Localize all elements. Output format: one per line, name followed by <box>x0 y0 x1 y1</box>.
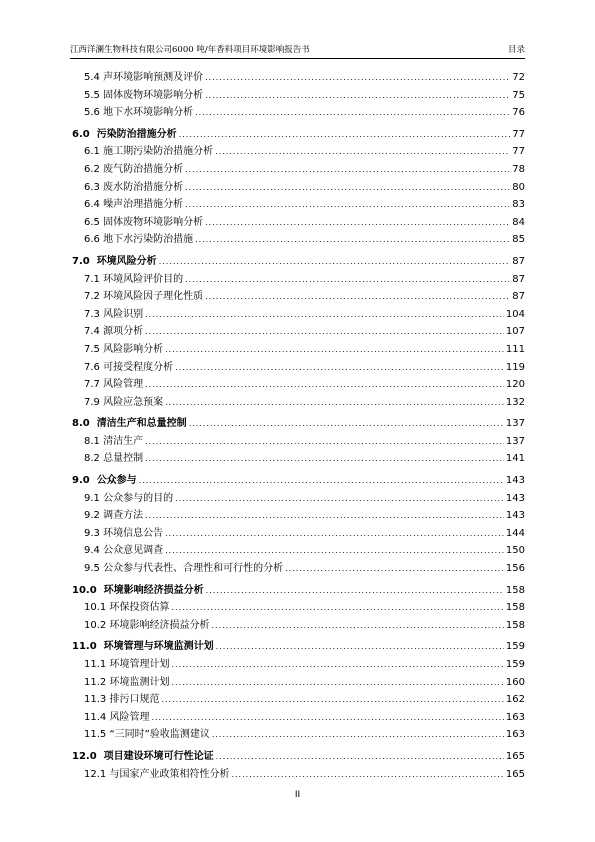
toc-entry-title: 可接受程度分析 <box>103 361 174 373</box>
toc-entry-page: 159 <box>505 641 525 653</box>
toc-entry-title: 公众参与的目的 <box>103 492 174 504</box>
toc-entry-page: 137 <box>505 435 525 447</box>
toc-chapter-entry[interactable] <box>72 471 525 489</box>
toc-entry-page: 156 <box>505 563 525 575</box>
toc-entry-page: 84 <box>512 216 525 228</box>
toc-section-entry[interactable] <box>72 432 525 450</box>
toc-leader-dots <box>171 603 503 612</box>
toc-section-entry[interactable] <box>72 524 525 542</box>
toc-entry-title: 环境风险因子理化性质 <box>103 291 204 303</box>
toc-entry-number: 6.2 <box>84 163 100 175</box>
toc-entry-title: 施工期污染防治措施分析 <box>103 146 214 158</box>
toc-chapter-entry[interactable] <box>72 747 525 765</box>
toc-entry-number: 10.1 <box>84 602 107 614</box>
toc-entry-number: 7.1 <box>84 273 100 285</box>
toc-entry-number: 5.6 <box>84 107 100 119</box>
toc-entry-number: 11.4 <box>84 711 107 723</box>
toc-entry-number: 6.4 <box>84 199 100 211</box>
page-number: II <box>294 790 301 800</box>
toc-entry-page: 77 <box>512 128 525 140</box>
toc-leader-dots <box>139 476 504 485</box>
toc-leader-dots <box>179 130 511 139</box>
toc-section-entry[interactable] <box>72 449 525 467</box>
toc-entry-number: 9.1 <box>84 492 100 504</box>
toc-entry-title: 固体废物环境影响分析 <box>103 216 204 228</box>
toc-leader-dots <box>195 108 510 117</box>
toc-entry-title: 与国家产业政策相符性分析 <box>109 768 230 780</box>
toc-entry-title: 环境风险评价目的 <box>103 273 184 285</box>
toc-leader-dots <box>145 511 504 520</box>
toc-section-entry[interactable] <box>72 616 525 634</box>
toc-section-entry[interactable] <box>72 103 525 121</box>
toc-leader-dots <box>205 73 510 82</box>
toc-section-entry[interactable] <box>72 765 525 783</box>
header-divider <box>70 58 525 59</box>
toc-entry-title: 清洁生产和总量控制 <box>96 418 187 430</box>
toc-leader-dots <box>175 363 504 372</box>
toc-section-entry[interactable] <box>72 598 525 616</box>
toc-entry-page: 144 <box>505 527 525 539</box>
toc-entry-number: 7.4 <box>84 326 100 338</box>
toc-entry-page: 87 <box>512 255 525 267</box>
toc-entry-title: 公众参与 <box>96 475 137 487</box>
toc-section-entry[interactable] <box>72 195 525 213</box>
toc-entry-page: 87 <box>512 273 525 285</box>
toc-entry-number: 7.9 <box>84 396 100 408</box>
toc-leader-dots <box>285 564 504 573</box>
toc-entry-title: 风险识别 <box>103 308 144 320</box>
toc-leader-dots <box>195 235 510 244</box>
toc-section-entry[interactable] <box>72 673 525 691</box>
toc-entry-page: 163 <box>505 711 525 723</box>
toc-chapter-entry[interactable] <box>72 581 525 599</box>
toc-section-entry[interactable] <box>72 270 525 288</box>
toc-entry-page: 162 <box>505 694 525 706</box>
toc-entry-title: 地下水污染防治措施 <box>103 234 194 246</box>
toc-section-entry[interactable] <box>72 322 525 340</box>
toc-entry-page: 104 <box>505 308 525 320</box>
toc-leader-dots <box>145 454 504 463</box>
toc-leader-dots <box>185 275 510 284</box>
toc-entry-page: 83 <box>512 199 525 211</box>
toc-entry-title: 地下水环境影响分析 <box>103 107 194 119</box>
toc-leader-dots <box>159 257 511 266</box>
toc-entry-number: 7.5 <box>84 343 100 355</box>
toc-section-entry[interactable] <box>72 213 525 231</box>
toc-entry-number: 7.6 <box>84 361 100 373</box>
toc-entry-title: 总量控制 <box>103 453 144 465</box>
toc-leader-dots <box>165 529 504 538</box>
toc-section-entry[interactable] <box>72 541 525 559</box>
toc-entry-page: 165 <box>505 750 525 762</box>
toc-entry-page: 159 <box>505 659 525 670</box>
toc-section-entry[interactable] <box>72 655 525 673</box>
toc-entry-title: 环保投资估算 <box>109 602 170 614</box>
toc-entry-page: 111 <box>505 343 525 355</box>
toc-entry-page: 165 <box>505 768 525 780</box>
toc-entry-page: 160 <box>505 676 525 688</box>
toc-entry-page: 143 <box>505 475 525 487</box>
toc-entry-number: 8.2 <box>84 453 100 465</box>
toc-entry-page: 120 <box>505 379 525 391</box>
toc-section-entry[interactable] <box>72 393 525 411</box>
toc-entry-title: 环境管理计划 <box>109 659 170 670</box>
toc-section-entry[interactable] <box>72 340 525 358</box>
toc-leader-dots <box>215 147 510 156</box>
toc-section-entry[interactable] <box>72 305 525 323</box>
toc-entry-number: 10.0 <box>72 584 97 596</box>
toc-entry-title: 环境管理与环境监测计划 <box>103 641 214 653</box>
toc-entry-number: 6.6 <box>84 234 100 246</box>
toc-entry-number: 10.2 <box>84 619 107 631</box>
toc-entry-number: 12.0 <box>72 750 97 762</box>
toc-entry-page: 137 <box>505 418 525 430</box>
toc-section-entry[interactable] <box>72 287 525 305</box>
toc-entry-title: 风险管理 <box>109 711 150 723</box>
toc-entry-title: 风险管理 <box>103 379 144 391</box>
toc-entry-number: 8.1 <box>84 435 100 447</box>
toc-section-entry[interactable] <box>72 358 525 376</box>
toc-entry-page: 107 <box>505 326 525 338</box>
toc-entry-title: 废气防治措施分析 <box>103 163 184 175</box>
toc-leader-dots <box>205 218 510 227</box>
toc-entry-page: 75 <box>512 89 525 101</box>
toc-entry-number: 11.2 <box>84 676 107 688</box>
toc-section-entry[interactable] <box>72 506 525 524</box>
toc-section-entry[interactable] <box>72 86 525 104</box>
toc-entry-page: 78 <box>512 163 525 175</box>
toc-entry-number: 6.3 <box>84 181 100 193</box>
toc-entry-page: 80 <box>512 181 525 193</box>
toc-leader-dots <box>145 327 504 336</box>
toc-leader-dots <box>212 730 504 739</box>
toc-section-entry[interactable] <box>72 178 525 196</box>
toc-entry-title: 废水防治措施分析 <box>103 181 184 193</box>
table-of-contents <box>72 68 525 782</box>
toc-entry-number: 11.5 <box>84 729 107 741</box>
toc-leader-dots <box>165 398 504 407</box>
toc-entry-title: 环境影响经济损益分析 <box>109 619 210 631</box>
header-section-label: 目录 <box>507 45 525 55</box>
toc-entry-title: 环境监测计划 <box>109 676 170 688</box>
toc-leader-dots <box>189 419 504 428</box>
toc-entry-number: 7.3 <box>84 308 100 320</box>
toc-entry-number: 8.0 <box>72 418 90 430</box>
toc-leader-dots <box>145 380 504 389</box>
toc-entry-page: 141 <box>505 453 525 465</box>
toc-leader-dots <box>145 437 504 446</box>
toc-leader-dots <box>171 678 503 687</box>
toc-section-entry[interactable] <box>72 690 525 708</box>
toc-entry-title: 污染防治措施分析 <box>96 128 177 140</box>
toc-section-entry[interactable] <box>72 230 525 248</box>
toc-entry-page: 163 <box>505 729 525 741</box>
toc-entry-page: 158 <box>505 602 525 614</box>
toc-entry-number: 12.1 <box>84 768 107 780</box>
toc-entry-number: 7.7 <box>84 379 100 391</box>
toc-section-entry[interactable] <box>72 725 525 743</box>
toc-section-entry[interactable] <box>72 142 525 160</box>
toc-leader-dots <box>161 695 503 704</box>
toc-entry-number: 9.4 <box>84 545 100 557</box>
toc-entry-page: 150 <box>505 545 525 557</box>
toc-entry-number: 6.0 <box>72 128 90 140</box>
toc-entry-number: 6.1 <box>84 146 100 158</box>
toc-entry-title: “三同时”验收监测建议 <box>109 729 210 741</box>
toc-section-entry[interactable] <box>72 708 525 726</box>
toc-chapter-entry[interactable] <box>72 125 525 143</box>
toc-entry-number: 5.5 <box>84 89 100 101</box>
toc-entry-title: 排污口规范 <box>109 694 160 706</box>
toc-leader-dots <box>185 200 510 209</box>
toc-entry-title: 环境信息公告 <box>103 527 164 539</box>
toc-section-entry[interactable] <box>72 559 525 577</box>
toc-chapter-entry[interactable] <box>72 637 525 655</box>
toc-entry-page: 119 <box>505 361 525 373</box>
toc-entry-number: 9.2 <box>84 510 100 522</box>
toc-section-entry[interactable] <box>72 160 525 178</box>
toc-leader-dots <box>171 660 503 669</box>
toc-entry-title: 环境影响经济损益分析 <box>103 584 204 596</box>
toc-entry-page: 132 <box>505 396 525 408</box>
toc-entry-title: 公众参与代表性、合理性和可行性的分析 <box>103 563 284 575</box>
toc-entry-page: 143 <box>505 492 525 504</box>
toc-entry-number: 6.5 <box>84 216 100 228</box>
toc-entry-title: 风险应急预案 <box>103 396 164 408</box>
toc-entry-title: 声环境影响预测及评价 <box>103 72 204 83</box>
toc-entry-title: 调查方法 <box>103 510 144 522</box>
toc-leader-dots <box>211 621 503 630</box>
toc-leader-dots <box>175 494 504 503</box>
toc-leader-dots <box>205 292 510 301</box>
toc-section-entry[interactable] <box>72 68 525 86</box>
toc-entry-number: 7.2 <box>84 291 100 303</box>
toc-entry-number: 9.0 <box>72 475 90 487</box>
toc-leader-dots <box>216 752 504 761</box>
toc-entry-number: 11.0 <box>72 641 97 653</box>
header-document-title: 江西洋澜生物科技有限公司6000 吨/年香料项目环境影响报告书 <box>70 45 310 55</box>
toc-entry-title: 公众意见调查 <box>103 545 164 557</box>
toc-leader-dots <box>216 642 504 651</box>
toc-leader-dots <box>165 345 504 354</box>
toc-entry-title: 项目建设环境可行性论证 <box>103 750 214 762</box>
toc-section-entry[interactable] <box>72 375 525 393</box>
toc-entry-number: 7.0 <box>72 255 90 267</box>
page-header <box>70 43 525 57</box>
toc-entry-page: 72 <box>512 72 525 83</box>
toc-entry-number: 11.3 <box>84 694 107 706</box>
toc-entry-page: 87 <box>512 291 525 303</box>
toc-leader-dots <box>145 310 504 319</box>
toc-leader-dots <box>185 165 510 174</box>
toc-leader-dots <box>185 183 510 192</box>
toc-entry-page: 158 <box>505 584 525 596</box>
toc-entry-number: 5.4 <box>84 72 100 83</box>
toc-entry-title: 风险影响分析 <box>103 343 164 355</box>
toc-leader-dots <box>205 91 510 100</box>
toc-entry-page: 77 <box>512 146 525 158</box>
toc-leader-dots <box>151 713 503 722</box>
toc-entry-title: 环境风险分析 <box>96 255 157 267</box>
toc-chapter-entry[interactable] <box>72 414 525 432</box>
toc-section-entry[interactable] <box>72 489 525 507</box>
toc-entry-number: 9.5 <box>84 563 100 575</box>
toc-entry-title: 源项分析 <box>103 326 144 338</box>
toc-entry-title: 清洁生产 <box>103 435 144 447</box>
toc-entry-page: 158 <box>505 619 525 631</box>
toc-leader-dots <box>231 770 503 779</box>
toc-leader-dots <box>206 586 504 595</box>
toc-leader-dots <box>165 546 504 555</box>
toc-entry-number: 9.3 <box>84 527 100 539</box>
toc-entry-page: 76 <box>512 107 525 119</box>
toc-entry-page: 85 <box>512 234 525 246</box>
toc-entry-title: 噪声治理措施分析 <box>103 199 184 211</box>
toc-chapter-entry[interactable] <box>72 252 525 270</box>
toc-entry-title: 固体废物环境影响分析 <box>103 89 204 101</box>
toc-entry-page: 143 <box>505 510 525 522</box>
toc-entry-number: 11.1 <box>84 659 107 670</box>
